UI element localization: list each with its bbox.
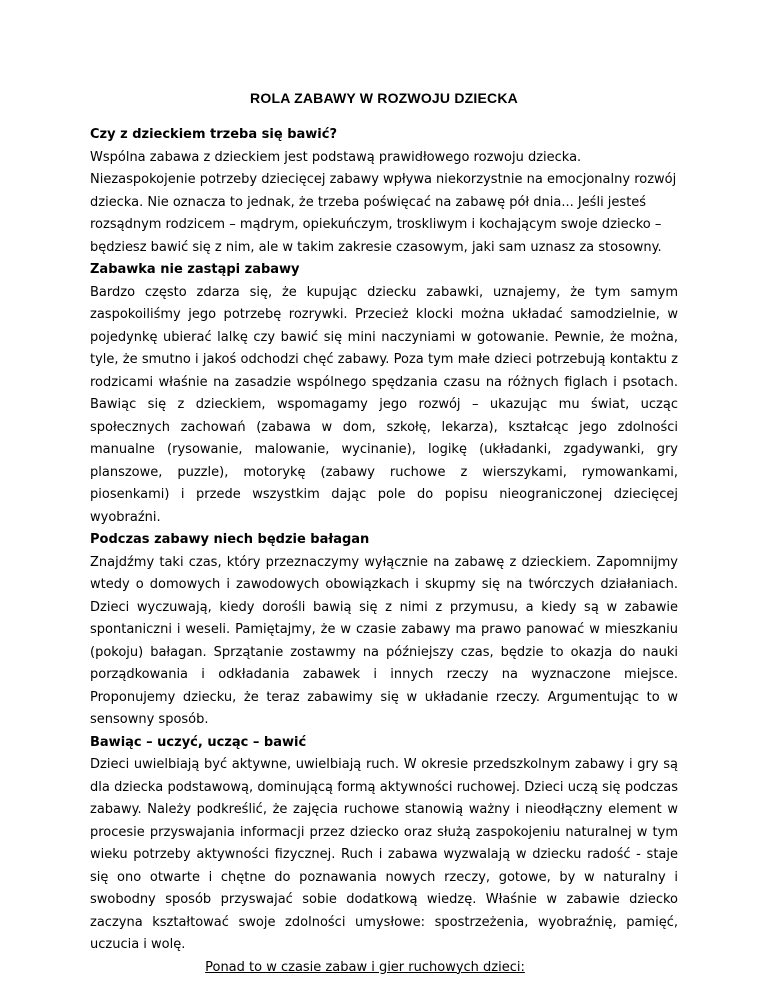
section-heading: Zabawka nie zastąpi zabawy: [90, 262, 300, 277]
section-heading: Podczas zabawy niech będzie bałagan: [90, 532, 370, 547]
document-title: ROLA ZABAWY W ROZWOJU DZIECKA: [250, 90, 518, 106]
section-paragraph: Bardzo często zdarza się, że kupując dziecku zabawki, uznajemy, że tym samym zaspokoiliśmy jego potrzebę rozrywki. Przecież klocki można układać samodzielnie, w pojedynkę ubierać lalkę czy bawić się mini naczyniami w gotowanie. Pewnie, że można, tyle, że smutno i jakoś odchodzi chęć zabawy. Poza tym małe dzieci potrzebują kontaktu z rodzicami właśnie na zasadzie wspólnego spędzania czasu na różnych figlach i psotach. Bawiąc się z dzieckiem, wspomagamy jego rozwój – ukazując mu świat, ucząc społecznych zachowań (zabawa w dom, szkołę, lekarza), kształcąc jego zdolności manualne (rysowanie, malowanie, wycinanie), logikę (układanki, zgadywanki, gry planszowe, puzzle), motorykę (zabawy ruchowe z wierszykami, rymowankami, piosenkami) i przede wszystkim dając pole do popisu nieograniczonej dziecięcej wyobraźni.: [90, 284, 678, 525]
section-paragraph: Znajdźmy taki czas, który przeznaczymy wyłącznie na zabawę z dzieckiem. Zapomnijmy wtedy o domowych i zawodowych obowiązkach i skupmy się na twórczych działaniach. Dzieci wyczuwają, kiedy dorośli bawią się z nimi z przymusu, a kiedy są w zabawie spontaniczni i weseli. Pamiętajmy, że w czasie zabawy ma prawo panować w mieszkaniu (pokoju) bałagan. Sprzątanie zostawmy na późniejszy czas, będzie to okazja do nauki porządkowania i odkładania zabawek i innych rzeczy na wyznaczone miejsce. Proponujemy dziecku, że teraz zabawimy się w układanie rzeczy. Argumentując to w sensowny sposób.: [90, 554, 678, 727]
section-paragraph: Dzieci uwielbiają być aktywne, uwielbiają ruch. W okresie przedszkolnym zabawy i gry są dla dziecka podstawową, dominującą formą aktywności ruchowej. Dzieci uczą się podczas zabawy. Należy podkreślić, że zajęcia ruchowe stanowią ważny i nieodłączny element w procesie przyswajania informacji przez dziecko oraz służą zaspokojeniu naturalnej w tym wieku potrzeby aktywności fizycznej. Ruch i zabawa wyzwalają w dziecku radość - staje się ono otwarte i chętne do poznawania nowych rzeczy, gotowe, by w naturalny i swobodny sposób przyswajać sobie dodatkową wiedzę. Właśnie w zabawie dziecko zaczyna kształtować swoje zdolności umysłowe: spostrzeżenia, wyobraźnię, pamięć, uczucia i wolę.: [90, 757, 678, 952]
document-body: [90, 124, 678, 979]
section-heading: Czy z dzieckiem trzeba się bawić?: [90, 127, 337, 142]
section-heading: Bawiąc – uczyć, ucząc – bawić: [90, 734, 307, 750]
section-paragraph: Wspólna zabawa z dzieckiem jest podstawą prawidłowego rozwoju dziecka. Niezaspokojenie potrzeby dziecięcej zabawy wpływa niekorzystnie na emocjonalny rozwój dziecka. Nie oznacza to jednak, że trzeba poświęcać na zabawę pół dnia... Jeśli jesteś rozsądnym rodzicem – mądrym, opiekuńczym, troskliwym i kochającym swoje dziecko – będziesz bawić się z nim, ale w takim zakresie czasowym, jaki sam uznasz za stosowny.: [90, 149, 677, 255]
list-intro-subheading: Ponad to w czasie zabaw i gier ruchowych dzieci:: [205, 959, 525, 975]
